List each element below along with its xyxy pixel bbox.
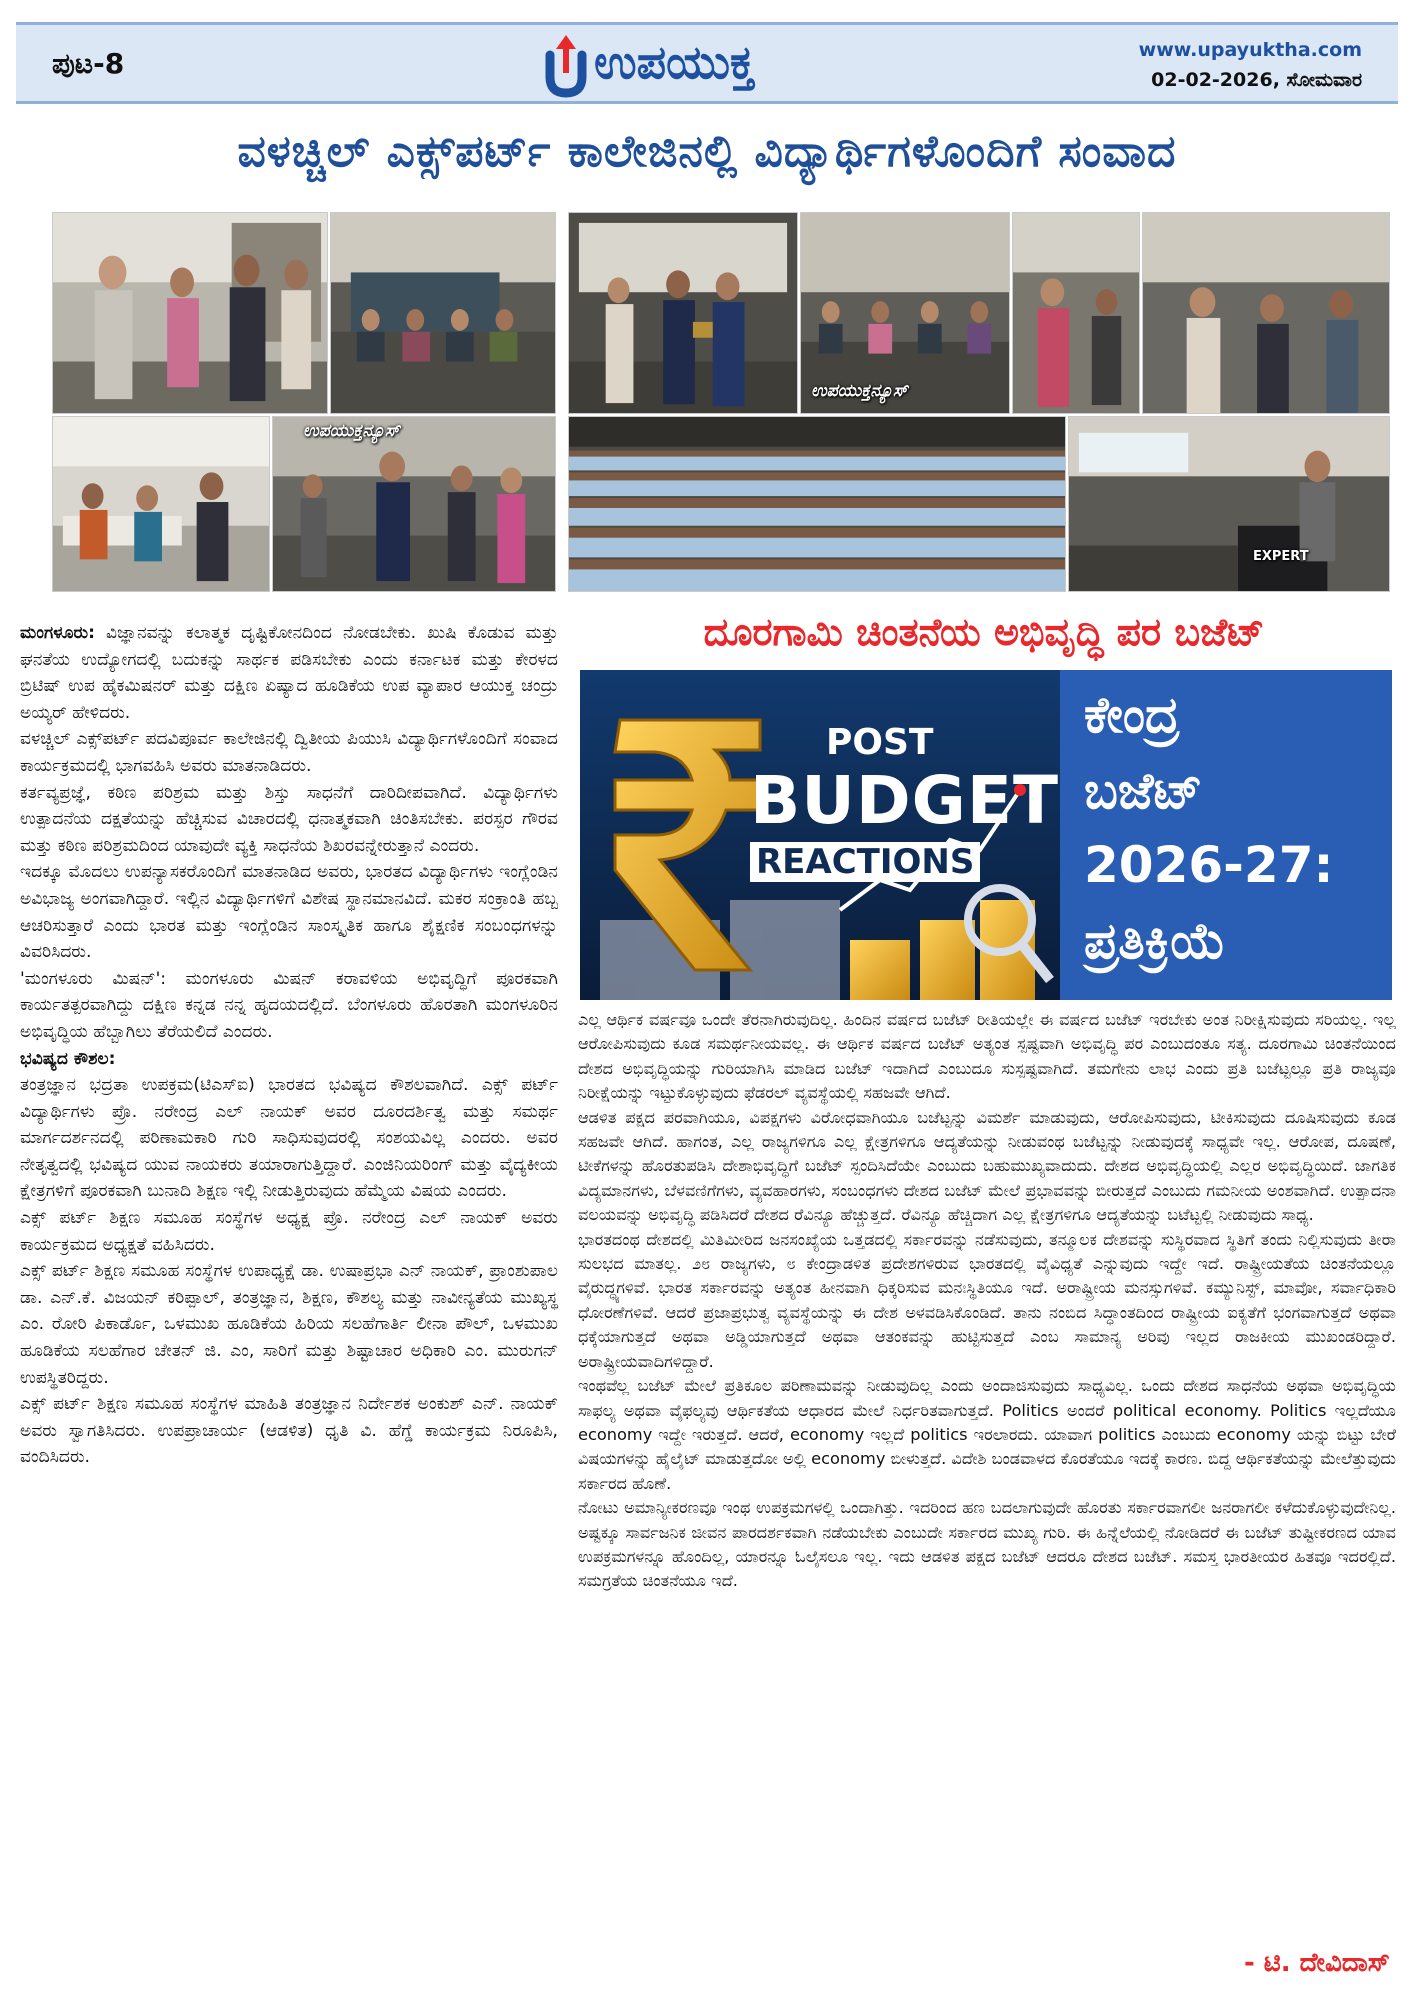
left-article bbox=[20, 620, 558, 1980]
photo-student-auditorium bbox=[568, 416, 1066, 592]
site-url[interactable]: www.upayuktha.com bbox=[1138, 39, 1362, 61]
banner-line-1: ಕೇಂದ್ರ bbox=[1084, 686, 1180, 744]
article-paragraph: ಇದಕ್ಕೂ ಮೊದಲು ಉಪನ್ಯಾಸಕರೊಂದಿಗೆ ಮಾತನಾಡಿದ ಅವರು, ಭಾರತದ ವಿದ್ಯಾರ್ಥಿಗಳು ಇಂಗ್ಲೆಂಡಿನ ಅವಿಭಾಜ್ಯ ಅಂಗವಾಗಿದ್ದಾರೆ. ಇಲ್ಲಿನ ವಿದ್ಯಾರ್ಥಿಗಳಿಗೆ ವಿಶೇಷ ಸ್ಥಾನಮಾನವಿದೆ. ಮಕರ ಸಂಕ್ರಾಂತಿ ಹಬ್ಬ ಆಚರಿಸುತ್ತಾರೆ ಎಂದು ಭಾರತ ಮತ್ತು ಇಂಗ್ಲೆಂಡಿನ ಸಾಂಸ್ಕೃತಿಕ ಹಾಗೂ ಶೈಕ್ಷಣಿಕ ಸಂಬಂಧಗಳನ್ನು ವಿವರಿಸಿದರು. bbox=[20, 862, 558, 963]
article-paragraph: ಇಂಥವೆಲ್ಲ ಬಜೆಟ್ ಮೇಲೆ ಪ್ರತಿಕೂಲ ಪರಿಣಾಮವನ್ನು ನೀಡುವುದಿಲ್ಲ ಎಂದು ಅಂದಾಜಿಸುವುದು ಸಾಧ್ಯವಿಲ್ಲ. ಒಂದು ದೇಶದ ಸಾಧನೆಯ ಅಥವಾ ಅಭಿವೃದ್ಧಿಯ ಸಾಫಲ್ಯ ಅಥವಾ ವೈಫಲ್ಯವು ಆರ್ಥಿಕತೆಯ ಆಧಾರದ ಮೇಲೆ ನಿರ್ಧರಿತವಾಗುತ್ತದೆ. Politics ಅಂದರೆ political economy. Politics ಇಲ್ಲದೆಯೂ economy ಇದ್ದೇ ಇರುತ್ತದೆ. ಆದರೆ, economy ಇಲ್ಲದೆ politics ಇರಲಾರದು. ಯಾವಾಗ politics ಎಂಬುದು economy ಯನ್ನು ಬಿಟ್ಟು ಬೇರೆ ವಿಷಯಗಳನ್ನು ಹೈಲೈಟ್ ಮಾಡುತ್ತದೋ ಅಲ್ಲಿ economy ಬೀಳುತ್ತದೆ. ವಿದೇಶಿ ಬಂಡವಾಳದ ಕೊರತೆಯೂ ಇದಕ್ಕೆ ಕಾರಣ. ಬಿದ್ದ ಆರ್ಥಿಕತೆಯನ್ನು ಮೇಲೆತ್ತುವುದು ಸರ್ಕಾರದ ಹೊಣೆ. bbox=[578, 1376, 1396, 1493]
photo-stage-podium bbox=[330, 212, 556, 414]
subheading: ಭವಿಷ್ಯದ ಕೌಶಲ: bbox=[20, 1048, 116, 1069]
photo-lab-visit bbox=[52, 416, 270, 592]
dateline: ಮಂಗಳೂರು: bbox=[20, 623, 95, 643]
article-paragraph: ತಂತ್ರಜ್ಞಾನ ಭದ್ರತಾ ಉಪಕ್ರಮ(ಟಿಎಸ್ಐ) ಭಾರತದ ಭವಿಷ್ಯದ ಕೌಶಲವಾಗಿದೆ. ಎಕ್ಸ್ ಪರ್ಟ್ ವಿದ್ಯಾರ್ಥಿಗಳು ಪ್ರೊ. ನರೇಂದ್ರ ಎಲ್ ನಾಯಕ್ ಅವರ ದೂರದರ್ಶಿತ್ವ ಮತ್ತು ಸಮರ್ಥ ಮಾರ್ಗದರ್ಶನದಲ್ಲಿ ಪರಿಣಾಮಕಾರಿ ಗುರಿ ಸಾಧಿಸುವುದರಲ್ಲಿ ಸಂಶಯವಿಲ್ಲ ಎಂದರು. ಅವರ ನೇತೃತ್ವದಲ್ಲಿ ಭವಿಷ್ಯದ ಯುವ ನಾಯಕರು ತಯಾರಾಗುತ್ತಿದ್ದಾರೆ. ಎಂಜಿನಿಯರಿಂಗ್ ಮತ್ತು ವೈದ್ಯಕೀಯ ಕ್ಷೇತ್ರಗಳಿಗೆ ಪೂರಕವಾಗಿ ಬುನಾದಿ ಶಿಕ್ಷಣ ಇಲ್ಲಿ ನೀಡುತ್ತಿರುವುದು ಹೆಮ್ಮೆಯ ವಿಷಯ ಎಂದರು. bbox=[20, 1075, 558, 1202]
banner-line-3: 2026-27: bbox=[1084, 836, 1334, 894]
author-byline: - ಟಿ. ದೇವಿದಾಸ್ bbox=[1243, 1948, 1390, 1978]
article-paragraph: ಭಾರತದಂಥ ದೇಶದಲ್ಲಿ ಮಿತಿಮೀರಿದ ಜನಸಂಖ್ಯೆಯ ಒತ್ತಡದಲ್ಲಿ ಸರ್ಕಾರವನ್ನು ನಡೆಸುವುದು, ತನ್ಮೂಲಕ ದೇಶವನ್ನು ಸುಸ್ಥಿರವಾದ ಸ್ಥಿತಿಗೆ ತಂದು ನಿಲ್ಲಿಸುವುದು ತೀರಾ ಸುಲಭದ ಮಾತಲ್ಲ. ೨೮ ರಾಜ್ಯಗಳು, ೮ ಕೇಂದ್ರಾಡಳಿತ ಪ್ರದೇಶಗಳಿರುವ ಭಾರತದಲ್ಲಿ ವೈವಿಧ್ಯತೆ ಎನ್ನುವುದು ಇದ್ದೇ ಇದೆ. ರಾಷ್ಟ್ರೀಯತೆಯ ಚಿಂತನೆಯಲ್ಲೂ ವೈರುದ್ಧ್ಯಗಳಿವೆ. ಭಾರತ ಸರ್ಕಾರವನ್ನು ಅತ್ಯಂತ ಹೀನವಾಗಿ ಧಿಕ್ಕರಿಸುವ ಮನಃಸ್ಥಿತಿಯೂ ಇದೆ. ಅರಾಷ್ಟ್ರೀಯ ಮನಸ್ಸುಗಳಿವೆ. ಕಮ್ಯುನಿಸ್ಟ್, ಮಾವೋ, ಸರ್ವಾಧಿಕಾರಿ ಧೋರಣೆಗಳಿವೆ. ಆದರೆ ಪ್ರಜಾಪ್ರಭುತ್ವ ವ್ಯವಸ್ಥೆಯನ್ನು ಈ ದೇಶ ಅಳವಡಿಸಿಕೊಂಡಿದೆ. ತಾನು ನಂಬಿದ ಸಿದ್ಧಾಂತದಿಂದ ರಾಷ್ಟ್ರೀಯ ಐಕ್ಯತೆಗೆ ಭಂಗವಾಗುತ್ತದೆ ಅಥವಾ ಧಕ್ಕೆಯಾಗುತ್ತದೆ ಅಥವಾ ಅಡ್ಡಿಯಾಗುತ್ತದೆ ಅಥವಾ ಆತಂಕವನ್ನು ಹುಟ್ಟಿಸುತ್ತದೆ ಎಂಬ ಸಾಮಾನ್ಯ ಅರಿವು ಇಲ್ಲದ ರಾಜಕೀಯ ಮುಖಂಡರಿದ್ದಾರೆ. ಅರಾಷ್ಟ್ರೀಯವಾದಿಗಳಿದ್ದಾರೆ. bbox=[578, 1229, 1396, 1371]
photo-guests-seated bbox=[800, 212, 1010, 414]
banner-line-4: ಪ್ರತಿಕ್ರಿಯೆ bbox=[1084, 912, 1226, 970]
banner-reactions: REACTIONS bbox=[750, 842, 980, 882]
page-number: ಪುಟ-8 bbox=[52, 47, 125, 80]
podium-brand: EXPERT bbox=[1253, 549, 1309, 564]
photo-speaker-podium bbox=[1068, 416, 1390, 592]
banner-line-2: ಬಜೆಟ್ bbox=[1084, 762, 1203, 820]
logo-text: ಉಪಯುಕ್ತ bbox=[594, 35, 755, 89]
masthead bbox=[16, 22, 1398, 104]
article-paragraph: ಕರ್ತವ್ಯಪ್ರಜ್ಞೆ, ಕಠಿಣ ಪರಿಶ್ರಮ ಮತ್ತು ಶಿಸ್ತು ಸಾಧನೆಗೆ ದಾರಿದೀಪವಾಗಿದೆ. ವಿದ್ಯಾರ್ಥಿಗಳು ಉತ್ಪಾದನೆಯ ದಕ್ಷತೆಯನ್ನು ಹೆಚ್ಚಿಸುವ ವಿಚಾರದಲ್ಲಿ ಧನಾತ್ಮಕವಾಗಿ ಚಿಂತಿಸಬೇಕು. ಪರಸ್ಪರ ಗೌರವ ಮತ್ತು ಕಠಿಣ ಪರಿಶ್ರಮದಿಂದ ಯಾವುದೇ ವ್ಯಕ್ತಿ ಸಾಧನೆಯ ಶಿಖರವನ್ನೇರುತ್ತಾನೆ ಎಂದರು. bbox=[20, 782, 558, 856]
banner-budget: BUDGET bbox=[750, 762, 1059, 839]
budget-article bbox=[578, 1008, 1396, 1948]
article-paragraph: ಎಲ್ಲ ಆರ್ಥಿಕ ವರ್ಷವೂ ಒಂದೇ ತೆರನಾಗಿರುವುದಿಲ್ಲ. ಹಿಂದಿನ ವರ್ಷದ ಬಜೆಟ್ ರೀತಿಯಲ್ಲೇ ಈ ವರ್ಷದ ಬಜೆಟ್ ಇರಬೇಕು ಅಂತ ನಿರೀಕ್ಷಿಸುವುದು ಸರಿಯಲ್ಲ. ಇಲ್ಲ ಆರೋಪಿಸುವುದು ಕೂಡ ಸಮರ್ಥನೀಯವಲ್ಲ. ಈ ಆರ್ಥಿಕ ವರ್ಷದ ಬಜೆಟ್ ಅತ್ಯಂತ ಸ್ಪಷ್ಟವಾಗಿ ಅಭಿವೃದ್ಧಿ ಪರ ಎಂಬುದಂತೂ ಸತ್ಯ. ದೂರಗಾಮಿ ಚಿಂತನೆಯಿಂದ ದೇಶದ ಅಭಿವೃದ್ಧಿಯನ್ನು ಗುರಿಯಾಗಿಸಿ ಮಾಡಿದ ಬಜೆಟ್ ಇದಾಗಿದೆ ಎಂಬುದೂ ಸುಸ್ಪಷ್ಟವಾಗಿದೆ. ತಮಗೇನು ಲಾಭ ಎಂದು ಪ್ರತಿ ಬಜೆಟ್ಟಲ್ಲೂ ಪ್ರತಿ ರಾಜ್ಯವೂ ನಿರೀಕ್ಷೆಯನ್ನು ಇಟ್ಟುಕೊಳ್ಳುವುದು ಫೆಡರಲ್ ವ್ಯವಸ್ಥೆಯಲ್ಲಿ ಸಹಜವೇ ಆಗಿದೆ. bbox=[578, 1010, 1396, 1103]
photo-award-ceremony bbox=[568, 212, 798, 414]
photo-selfie-audience bbox=[272, 416, 556, 592]
banner-kannada-panel bbox=[1060, 670, 1392, 1000]
article-paragraph: ವಳಚ್ಚಿಲ್ ಎಕ್ಸ್‌ಪರ್ಟ್ ಪದವಿಪೂರ್ವ ಕಾಲೇಜಿನಲ್ಲಿ ದ್ವಿತೀಯ ಪಿಯುಸಿ ವಿದ್ಯಾರ್ಥಿಗಳೊಂದಿಗೆ ಸಂವಾದ ಕಾರ್ಯಕ್ರಮದಲ್ಲಿ ಭಾಗವಹಿಸಿ ಅವರು ಮಾತನಾಡಿದರು. bbox=[20, 729, 558, 776]
article-paragraph: ಎಕ್ಸ್ ಪರ್ಟ್ ಶಿಕ್ಷಣ ಸಮೂಹ ಸಂಸ್ಥೆಗಳ ಮಾಹಿತಿ ತಂತ್ರಜ್ಞಾನ ನಿರ್ದೇಶಕ ಅಂಕುಶ್ ಎನ್. ನಾಯಕ್ ಅವರು ಸ್ವಾಗತಿಸಿದರು. ಉಪಪ್ರಾಚಾರ್ಯ (ಆಡಳಿತ) ಧೃತಿ ವಿ. ಹೆಗ್ಡೆ ಕಾರ್ಯಕ್ರಮ ನಿರೂಪಿಸಿ, ವಂದಿಸಿದರು. bbox=[20, 1394, 558, 1468]
article-paragraph: ಎಕ್ಸ್ ಪರ್ಟ್ ಶಿಕ್ಷಣ ಸಮೂಹ ಸಂಸ್ಥೆಗಳ ಉಪಾಧ್ಯಕ್ಷೆ ಡಾ. ಉಷಾಪ್ರಭಾ ಎನ್ ನಾಯಕ್, ಪ್ರಾಂಶುಪಾಲ ಡಾ. ಎನ್.ಕೆ. ವಿಜಯನ್ ಕರಿಪ್ಪಾಲ್, ತಂತ್ರಜ್ಞಾನ, ಶಿಕ್ಷಣ, ಕೌಶಲ್ಯ ಮತ್ತು ನಾವೀನ್ಯತೆಯ ಮುಖ್ಯಸ್ಥ ಎಂ. ರೋರಿ ಪಿಕಾರ್ಡೊ, ಒಳಮುಖ ಹೂಡಿಕೆಯ ಹಿರಿಯ ಸಲಹೆಗಾರ್ತಿ ಲೀನಾ ಪೌಲ್, ಒಳಮುಖ ಹೂಡಿಕೆಯ ಸಲಹೆಗಾರ ಚೇತನ್ ಜಿ. ಎಂ, ಸಾರಿಗೆ ಮತ್ತು ಶಿಷ್ಟಾಚಾರ ಅಧಿಕಾರಿ ಎಂ. ಮುರುಗನ್ ಉಪಸ್ಥಿತರಿದ್ದರು. bbox=[20, 1261, 558, 1388]
issue-date: 02-02-2026, ಸೋಮವಾರ bbox=[1151, 69, 1362, 91]
article-paragraph: 'ಮಂಗಳೂರು ಮಿಷನ್': ಮಂಗಳೂರು ಮಿಷನ್ ಕರಾವಳಿಯ ಅಭಿವೃದ್ಧಿಗೆ ಪೂರಕವಾಗಿ ಕಾರ್ಯತತ್ಪರವಾಗಿದ್ದು ದಕ್ಷಿಣ ಕನ್ನಡ ನನ್ನ ಹೃದಯದಲ್ಲಿದೆ. ಬೆಂಗಳೂರು ಹೊರತಾಗಿ ಮಂಗಳೂರಿನ ಅಭಿವೃದ್ಧಿಯ ಹೆಬ್ಬಾಗಿಲು ತೆರೆಯಲಿದೆ ಎಂದರು. bbox=[20, 968, 558, 1042]
article-paragraph: ಎಕ್ಸ್ ಪರ್ಟ್ ಶಿಕ್ಷಣ ಸಮೂಹ ಸಂಸ್ಥೆಗಳ ಅಧ್ಯಕ್ಷ ಪ್ರೊ. ನರೇಂದ್ರ ಎಲ್ ನಾಯಕ್ ಅವರು ಕಾರ್ಯಕ್ರಮದ ಅಧ್ಯಕ್ಷತೆ ವಹಿಸಿದರು. bbox=[20, 1208, 558, 1255]
article-paragraph: ಮಂಗಳೂರು: ವಿಜ್ಞಾನವನ್ನು ಕಲಾತ್ಮಕ ದೃಷ್ಟಿಕೋನದಿಂದ ನೋಡಬೇಕು. ಖುಷಿ ಕೊಡುವ ಮತ್ತು ಘನತೆಯ ಉದ್ಯೋಗದಲ್ಲಿ ಬದುಕನ್ನು ಸಾರ್ಥಕ ಪಡಿಸಬೇಕು ಎಂದು ಕರ್ನಾಟಕ ಮತ್ತು ಕೇರಳದ ಬ್ರಿಟಿಷ್ ಉಪ ಹೈಕಮಿಷನರ್ ಮತ್ತು ದಕ್ಷಿಣ ಏಷ್ಯಾದ ಹೂಡಿಕೆಯ ಉಪ ವ್ಯಾಪಾರ ಆಯುಕ್ತ ಚಂದ್ರು ಅಯ್ಯರ್ ಹೇಳಿದರು. bbox=[20, 623, 558, 723]
upayuktha-logo[interactable] bbox=[536, 31, 916, 99]
banner-post: POST bbox=[826, 722, 934, 763]
budget-banner bbox=[580, 670, 1392, 1000]
budget-headline: ದೂರಗಾಮಿ ಚಿಂತನೆಯ ಅಭಿವೃದ್ಧಿ ಪರ ಬಜೆಟ್ bbox=[703, 610, 1265, 654]
logo-arrow-icon bbox=[536, 31, 592, 99]
article-paragraph: ನೋಟು ಅಮಾನ್ಯೀಕರಣವೂ ಇಂಥ ಉಪಕ್ರಮಗಳಲ್ಲಿ ಒಂದಾಗಿತ್ತು. ಇದರಿಂದ ಹಣ ಬದಲಾಗುವುದೇ ಹೊರತು ಸರ್ಕಾರವಾಗಲೀ ಜನರಾಗಲೀ ಕಳೆದುಕೊಳ್ಳುವುದೇನಿಲ್ಲ. ಅಷ್ಟಕ್ಕೂ ಸಾರ್ವಜನಿಕ ಜೀವನ ಪಾರದರ್ಶಕವಾಗಿ ನಡೆಯಬೇಕು ಎಂಬುದೇ ಸರ್ಕಾರದ ಮುಖ್ಯ ಗುರಿ. ಈ ಹಿನ್ನೆಲೆಯಲ್ಲಿ ನೋಡಿದರೆ ಈ ಬಜೆಟ್ ತುಷ್ಟೀಕರಣದ ಯಾವ ಉಪಕ್ರಮಗಳನ್ನೂ ಹೊಂದಿಲ್ಲ, ಯಾರನ್ನೂ ಓಲೈಸಲೂ ಇಲ್ಲ. ಇದು ಆಡಳಿತ ಪಕ್ಷದ ಬಜೆಟ್ ಆದರೂ ದೇಶದ ಬಜೆಟ್. ಸಮಸ್ತ ಭಾರತೀಯರ ಹಿತವೂ ಇದರಲ್ಲಿದೆ. ಸಮಗ್ರತೆಯ ಚಿಂತನೆಯೂ ಇದೆ. bbox=[578, 1498, 1396, 1591]
main-headline: ವಳಚ್ಚಿಲ್ ಎಕ್ಸ್‌ಪರ್ಟ್ ಕಾಲೇಜಿನಲ್ಲಿ ವಿದ್ಯಾರ್ಥಿಗಳೊಂದಿಗೆ ಸಂವಾದ bbox=[237, 126, 1177, 177]
photo-guest-welcome bbox=[52, 212, 328, 414]
photo-audience-row bbox=[1142, 212, 1390, 414]
article-paragraph: ಆಡಳಿತ ಪಕ್ಷದ ಪರವಾಗಿಯೂ, ವಿಪಕ್ಷಗಳು ವಿರೋಧವಾಗಿಯೂ ಬಜೆಟ್ಟನ್ನು ವಿಮರ್ಶೆ ಮಾಡುವುದು, ಆರೋಪಿಸುವುದು, ಟೀಕಿಸುವುದು ದೂಷಿಸುವುದು ಕೂಡ ಸಹಜವೇ ಆಗಿದೆ. ಹಾಗಂತ, ಎಲ್ಲ ರಾಜ್ಯಗಳಿಗೂ ಎಲ್ಲ ಕ್ಷೇತ್ರಗಳಿಗೂ ಆದ್ಯತೆಯನ್ನು ನೀಡುವಂಥ ಬಜೆಟ್ಟನ್ನು ನೀಡುವುದಕ್ಕೆ ಸಾಧ್ಯವೇ ಇಲ್ಲ. ಆರೋಪ, ದೂಷಣೆ, ಟೀಕೆಗಳನ್ನು ಹೊರತುಪಡಿಸಿ ದೇಶಾಭಿವೃದ್ಧಿಗೆ ಬಜೆಟ್ ಸ್ಪಂದಿಸಿದೆಯೇ ಎಂಬುದು ಬಹುಮುಖ್ಯವಾದುದು. ದೇಶದ ಅಭಿವೃದ್ಧಿಯಲ್ಲಿ ಎಲ್ಲರ ಅಭಿವೃದ್ಧಿಯಿದೆ. ಜಾಗತಿಕ ವಿದ್ಯಮಾನಗಳು, ಬೆಳವಣಿಗೆಗಳು, ವ್ಯವಹಾರಗಳು, ಸಂಬಂಧಗಳು ದೇಶದ ಬಜೆಟ್ ಮೇಲೆ ಪ್ರಭಾವವನ್ನು ಬೀರುತ್ತದೆ ಎಂಬುದು ಗಮನೀಯ ಅಂಶವಾಗಿದೆ. ಉತ್ಪಾದನಾ ವಲಯವನ್ನು ಅಭಿವೃದ್ಧಿ ಪಡಿಸಿದರೆ ದೇಶದ ರೆವಿನ್ಯೂ ಹೆಚ್ಚುತ್ತದೆ. ರೆವಿನ್ಯೂ ಹೆಚ್ಚಿದಾಗ ಎಲ್ಲ ಕ್ಷೇತ್ರಗಳಿಗೂ ಆದ್ಯತೆಯನ್ನು ಬಟೆಟ್ಟಲ್ಲಿ ನೀಡುವುದು ಸಾಧ್ಯ. bbox=[578, 1107, 1396, 1225]
photo-audience-lady bbox=[1012, 212, 1140, 414]
photo-watermark: ಉಪಯುಕ್ತನ್ಯೂಸ್ bbox=[303, 421, 400, 441]
photo-watermark: ಉಪಯುಕ್ತನ್ಯೂಸ್ bbox=[811, 381, 908, 401]
